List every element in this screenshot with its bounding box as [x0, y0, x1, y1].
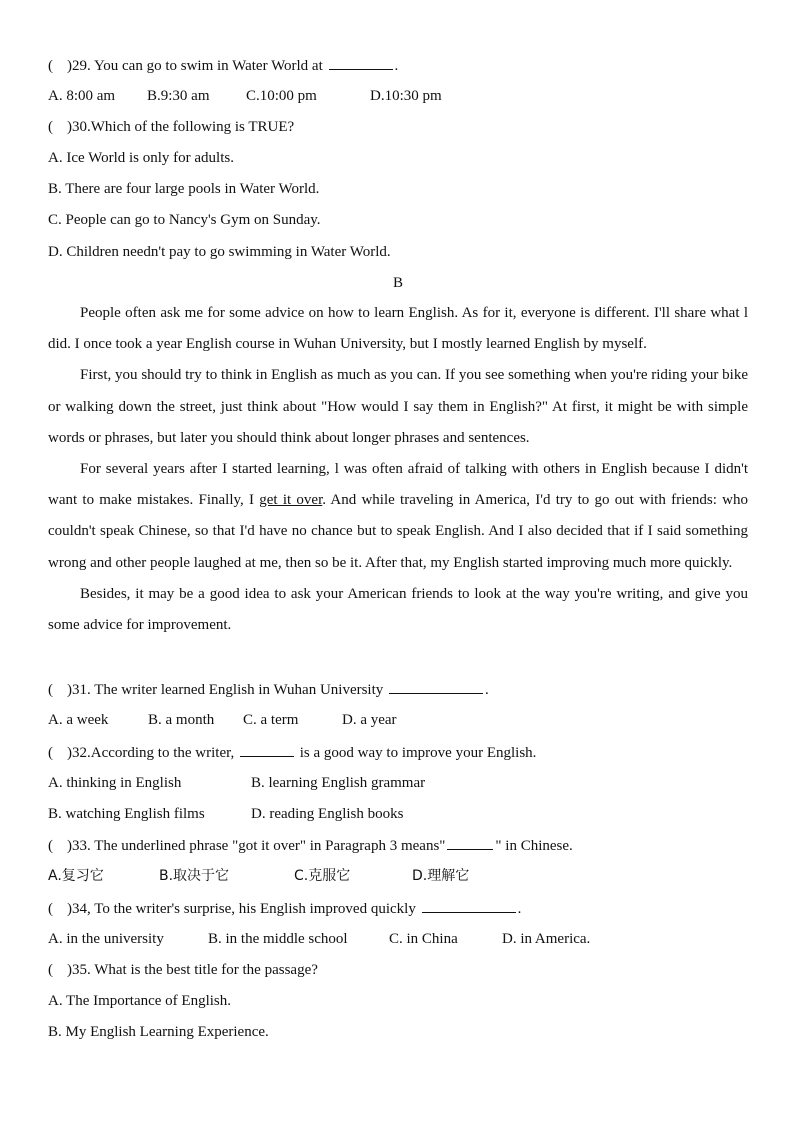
q30-option-d: D. Children needn't pay to go swimming in Water World. — [48, 244, 391, 260]
question-30 — [48, 117, 294, 137]
answer-blank — [422, 898, 516, 913]
question-32: ( )32.According to the writer, is a good way to improve your English. — [48, 742, 536, 763]
answer-paren: ( — [48, 745, 53, 761]
question-31: ( )31. The writer learned English in Wuhan University . — [48, 679, 489, 700]
q33-option-b: B.取决于它 — [159, 868, 230, 884]
underlined-phrase: get it over — [259, 492, 323, 509]
q33-option-a: A.复习它 — [48, 868, 104, 884]
q34-option-c: C. in China — [389, 931, 458, 947]
question-29-stem: )29. You can go to swim in Water World at — [67, 58, 323, 74]
paragraph-2: First, you should try to think in English as much as you can. If you see something when you're riding your bike or walking down the street, just think about "How would I say them in English?" At first, it might be with simple words or phrases, but later you should think about longer phrases and sentences. — [48, 367, 748, 446]
question-34: ( )34, To the writer's surprise, his English improved quickly . — [48, 898, 521, 919]
question-33: ( )33. The underlined phrase "got it over" in Paragraph 3 means" " in Chinese. — [48, 835, 573, 856]
answer-paren: ( — [48, 119, 53, 135]
q32-option-c: B. watching English films — [48, 806, 205, 822]
reading-passage — [48, 298, 748, 641]
question-35-stem: )35. What is the best title for the passage? — [67, 962, 318, 978]
question-35 — [48, 960, 318, 980]
question-30-stem: )30.Which of the following is TRUE? — [67, 119, 295, 135]
answer-paren: ( — [48, 838, 53, 854]
q33-option-c: C.克服它 — [294, 868, 351, 884]
q31-option-b: B. a month — [148, 712, 215, 728]
q31-option-d: D. a year — [342, 712, 397, 728]
answer-paren: ( — [48, 58, 53, 74]
answer-blank — [240, 742, 294, 757]
question-34-stem: )34, To the writer's surprise, his English improved quickly — [67, 901, 416, 917]
q34-option-b: B. in the middle school — [208, 931, 348, 947]
section-heading: B — [392, 275, 403, 291]
answer-blank — [389, 679, 483, 694]
question-32-stem: )32.According to the writer, — [67, 745, 235, 761]
q29-option-c: C.10:00 pm — [246, 88, 317, 104]
answer-paren: ( — [48, 901, 53, 917]
q34-option-a: A. in the university — [48, 931, 164, 947]
q31-option-a: A. a week — [48, 712, 109, 728]
answer-paren: ( — [48, 962, 53, 978]
paragraph-4: Besides, it may be a good idea to ask your American friends to look at the way you're writing, and give you some advice for improvement. — [48, 585, 748, 634]
q33-option-d: D.理解它 — [412, 868, 470, 884]
q30-option-c: C. People can go to Nancy's Gym on Sunday. — [48, 212, 321, 228]
q32-option-b: B. learning English grammar — [251, 775, 426, 791]
answer-paren: ( — [48, 682, 53, 698]
q30-option-a: A. Ice World is only for adults. — [48, 150, 234, 166]
q32-option-d: D. reading English books — [251, 806, 404, 822]
q29-option-d: D.10:30 pm — [370, 88, 442, 104]
q35-option-a: A. The Importance of English. — [48, 993, 232, 1009]
q31-option-c: C. a term — [243, 712, 299, 728]
q29-option-a: A. 8:00 am — [48, 88, 116, 104]
q35-option-b: B. My English Learning Experience. — [48, 1024, 269, 1040]
question-29: ( )29. You can go to swim in Water World at . — [48, 55, 398, 76]
q29-option-b: B.9:30 am — [147, 88, 210, 104]
question-31-stem: )31. The writer learned English in Wuhan University — [67, 682, 384, 698]
q34-option-d: D. in America. — [502, 931, 591, 947]
q30-option-b: B. There are four large pools in Water World. — [48, 181, 320, 197]
paragraph-1: People often ask me for some advice on how to learn English. As for it, everyone is different. I'll share what l did. I once took a year English course in Wuhan University, but I mostly learned English by myself. — [48, 305, 748, 353]
answer-blank — [447, 835, 493, 850]
answer-blank — [329, 55, 393, 70]
question-33-stem: )33. The underlined phrase "got it over" in Paragraph 3 means" — [67, 838, 446, 854]
q32-option-a: A. thinking in English — [48, 775, 182, 791]
paragraph-3: For several years after I started learning, l was often afraid of talking with others in English because I didn't want to make mistakes. Finally, I get it over. And while traveling in America, I'd try to go out with friends: who couldn't speak Chinese, so that I'd have no chance but to speak English. And I also decided that if I said something wrong and other people laughed at me, then so be it. After that, my English started improving much more quickly. — [48, 461, 748, 571]
